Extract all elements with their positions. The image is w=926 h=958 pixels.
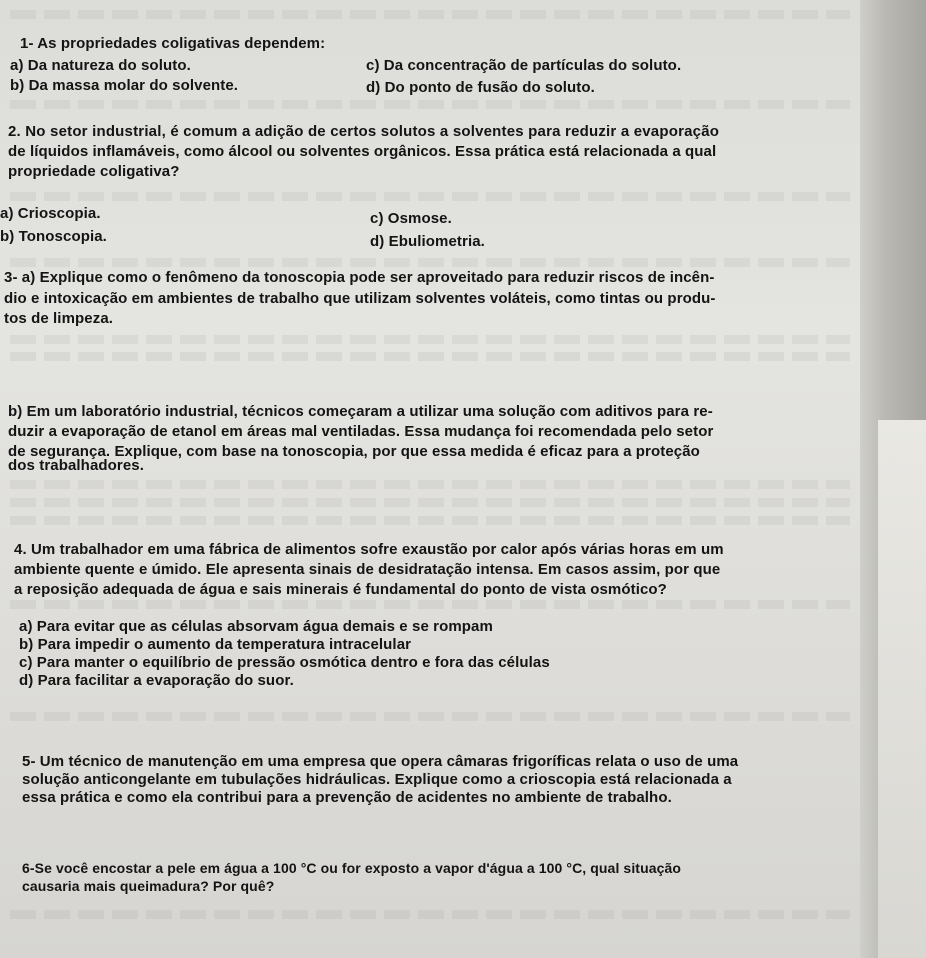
underlying-page <box>878 420 926 958</box>
q2-option-b: b) Tonoscopia. <box>0 228 107 245</box>
q1-option-b: b) Da massa molar do solvente. <box>10 77 239 94</box>
q2-option-a: a) Crioscopia. <box>0 205 101 222</box>
q3b-text-line4: dos trabalhadores. <box>8 457 145 474</box>
q1-stem: 1- As propriedades coligativas dependem: <box>20 35 326 52</box>
q1-option-a: a) Da natureza do soluto. <box>10 57 191 74</box>
q2-option-c: c) Osmose. <box>370 210 452 227</box>
q2-option-d: d) Ebuliometria. <box>370 233 485 250</box>
q1-option-d: d) Do ponto de fusão do soluto. <box>366 79 595 96</box>
q5-text-line3: essa prática e como ela contribui para a prevenção de acidentes no ambiente de trabalho. <box>22 789 672 806</box>
q1-option-c: c) Da concentração de partículas do soluto. <box>366 57 682 74</box>
q3b-text-line1: b) Em um laboratório industrial, técnicos começaram a utilizar uma solução com aditivos para re- <box>8 403 713 420</box>
q6-text-line1: 6-Se você encostar a pele em água a 100 °C ou for exposto a vapor d'água a 100 °C, qual situação <box>22 860 682 876</box>
q6-text-line2: causaria mais queimadura? Por quê? <box>22 878 275 894</box>
q4-option-a: a) Para evitar que as células absorvam água demais e se rompam <box>19 618 493 635</box>
q4-option-b: b) Para impedir o aumento da temperatura intracelular <box>19 636 412 653</box>
q2-text-line1: 2. No setor industrial, é comum a adição de certos solutos a solventes para reduzir a evaporação <box>8 123 720 140</box>
q4-option-d: d) Para facilitar a evaporação do suor. <box>19 672 294 689</box>
q3b-text-line3: de segurança. Explique, com base na tonoscopia, por que essa medida é eficaz para a proteção <box>8 443 700 460</box>
q4-text-line1: 4. Um trabalhador em uma fábrica de alimentos sofre exaustão por calor após várias horas em um <box>14 541 724 558</box>
q4-text-line3: a reposição adequada de água e sais minerais é fundamental do ponto de vista osmótico? <box>14 581 667 598</box>
q3a-text-line1: 3- a) Explique como o fenômeno da tonoscopia pode ser aproveitado para reduzir riscos de incên- <box>4 269 715 286</box>
q5-text-line1: 5- Um técnico de manutenção em uma empresa que opera câmaras frigoríficas relata o uso de uma <box>22 753 739 770</box>
q3b-text-line2: duzir a evaporação de etanol em áreas mal ventiladas. Essa mudança foi recomendada pelo setor <box>8 423 714 440</box>
q3a-text-line2: dio e intoxicação em ambientes de trabalho que utilizam solventes voláteis, como tintas ou produ- <box>4 290 716 307</box>
q2-text-line3: propriedade coligativa? <box>8 163 180 180</box>
q3a-text-line3: tos de limpeza. <box>4 310 114 327</box>
q4-option-c: c) Para manter o equilíbrio de pressão osmótica dentro e fora das células <box>19 654 550 671</box>
q5-text-line2: solução anticongelante em tubulações hidráulicas. Explique como a crioscopia está relacionada a <box>22 771 732 788</box>
q2-text-line2: de líquidos inflamáveis, como álcool ou solventes orgânicos. Essa prática está relacionada a qual <box>8 143 717 160</box>
q4-text-line2: ambiente quente e úmido. Ele apresenta sinais de desidratação intensa. Em casos assim, por que <box>14 561 721 578</box>
